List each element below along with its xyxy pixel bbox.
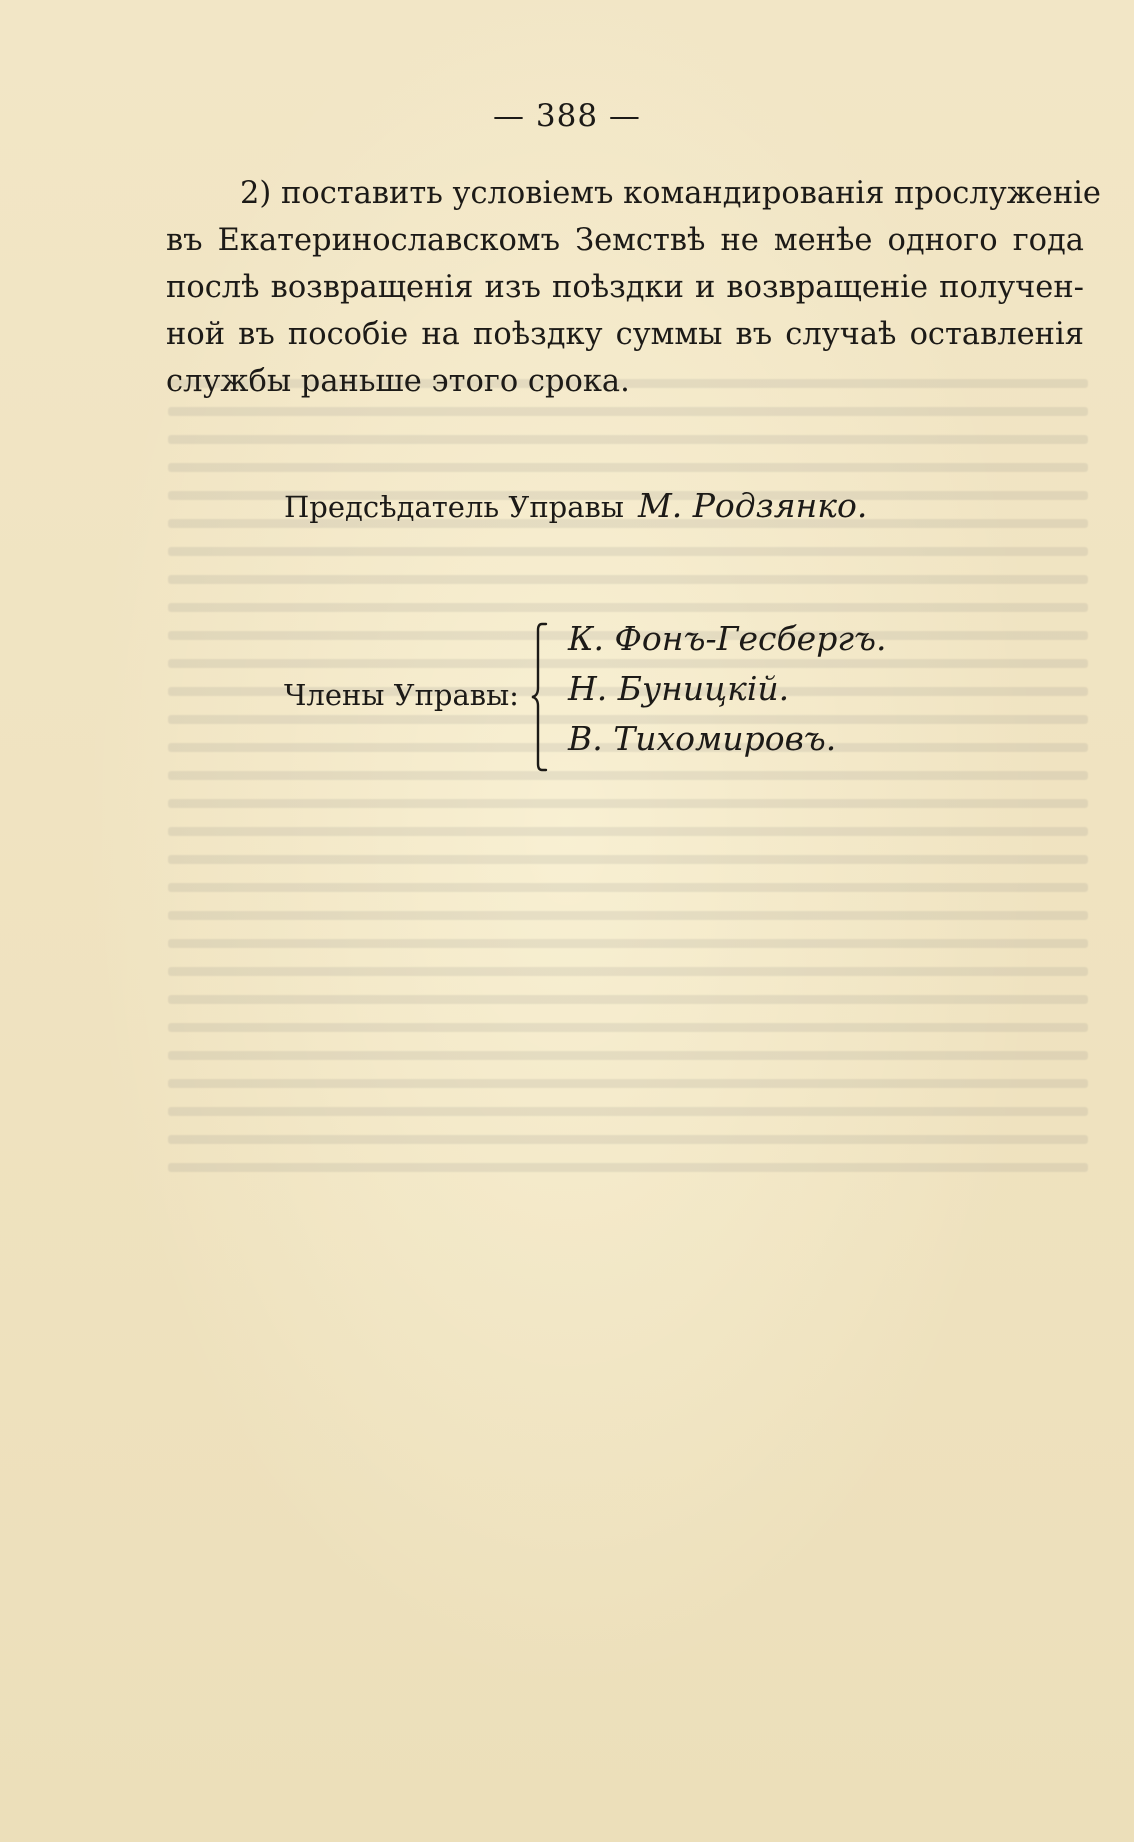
body-paragraph xyxy=(166,170,1101,405)
bleed-through-shadow xyxy=(168,360,1088,1191)
members-brace xyxy=(528,622,550,772)
paragraph-line: ной въ пособіе на поѣздку суммы въ случаѣ оставленія xyxy=(166,317,1084,352)
member-name: В. Тихомировъ. xyxy=(568,719,837,758)
paragraph-line: службы раньше этого срока. xyxy=(166,364,630,399)
member-name: К. Фонъ-Гесбергъ. xyxy=(568,619,887,658)
paragraph-line: 2) поставить условіемъ командированія прослуженіе xyxy=(240,176,1101,211)
chairman-signature xyxy=(284,486,867,525)
members-list xyxy=(568,614,886,764)
page-number: — 388 — xyxy=(493,98,641,134)
paragraph-line: въ Екатеринославскомъ Земствѣ не менѣе одного года xyxy=(166,223,1084,258)
chairman-label: Предсѣдатель Управы xyxy=(284,490,624,524)
chairman-name: М. Родзянко. xyxy=(637,486,868,525)
paragraph-line: послѣ возвращенія изъ поѣздки и возвращеніе получен- xyxy=(166,270,1084,305)
member-name: Н. Буницкій. xyxy=(568,669,790,708)
members-label: Члены Управы: xyxy=(284,678,519,712)
